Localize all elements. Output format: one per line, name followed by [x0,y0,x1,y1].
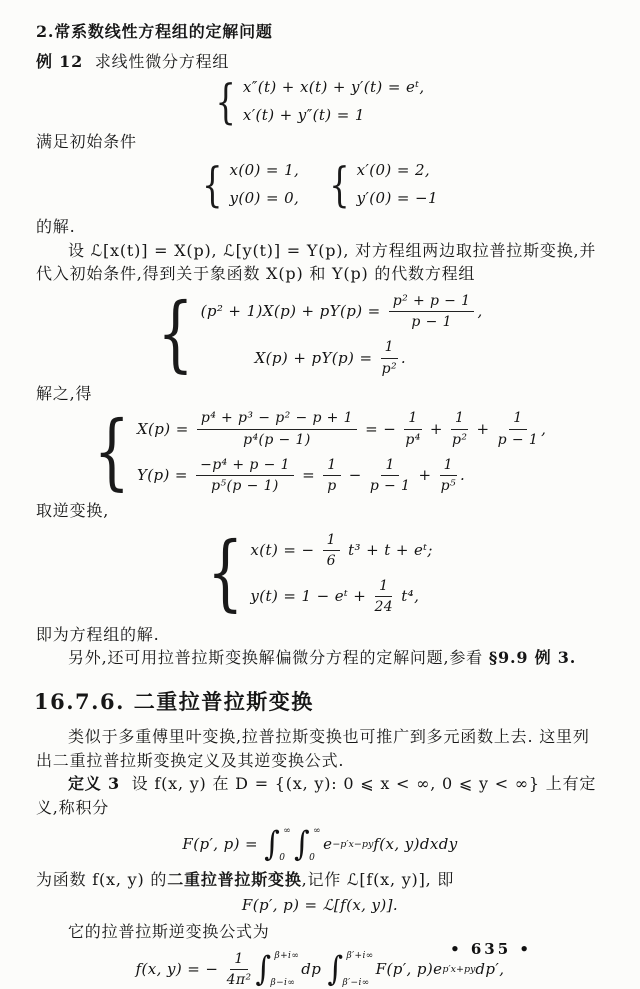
text-run: 解之,得 [36,383,93,403]
bold-text-run: 二重拉普拉斯变换 [167,869,302,889]
equation-row [201,338,483,377]
integral-icon: ∫ [255,949,272,989]
math-text: y(t) = 1 − eᵗ + [250,587,372,606]
numerator: 1 [381,338,398,358]
equation-group [157,286,483,383]
equation-rows [242,895,398,916]
denominator: 24 [374,599,394,616]
fraction [227,950,252,989]
equation-rows [357,160,438,209]
text-run: 16.7.6. 二重拉普拉斯变换 [34,688,314,714]
upper-bound: β′+i∞ [346,950,374,961]
math-text: t⁴, [396,587,420,606]
formula-block [36,156,604,213]
equation-row [242,895,398,916]
equation-rows [136,950,505,989]
math-text: dp′, [475,960,505,979]
left-brace: { [157,286,194,383]
equation-group [207,525,433,621]
equation-row [201,292,483,331]
paragraph [36,382,604,406]
equation-row [229,160,299,181]
math-text: + [413,466,437,485]
equation-row [137,409,546,448]
lower-bound: β−i∞ [270,977,296,988]
text-run: 取逆变换, [36,501,110,521]
text-run: 为函数 f(x, y) 的 [36,869,168,889]
fraction [440,456,457,495]
section-heading [34,686,604,717]
page-content [36,20,604,989]
denominator: p⁵ [440,478,456,495]
paragraph [36,868,604,892]
equation-row [250,531,432,570]
math-text: F(p′, p) = ℒ[f(x, y)]. [241,896,399,915]
math-text: y′(0) = −1 [356,189,438,208]
denominator: p [327,478,337,495]
math-text: − [343,466,367,485]
superscript: p′x+py [442,964,476,976]
text-run: 它的拉普拉斯逆变换公式为 [68,922,270,942]
text-run: 设 ℒ[x(t)] = X(p), ℒ[y(t)] = Y(p), 对方程组两边取拉普拉斯变换,并代入初始条件,得到关于象函数 X(p) 和 Y(p) 的代数方程组 [36,240,597,284]
left-brace: { [329,156,350,213]
equation-row [137,456,546,495]
fraction [323,531,340,570]
text-run: 满足初始条件 [36,132,137,152]
math-text: + [424,419,449,438]
text-run: 的解. [36,217,76,237]
left-brace: { [93,403,130,500]
numerator: 1 [375,577,392,597]
integral [255,949,300,989]
math-text: F(p′, p)e [375,960,443,979]
formula-block [36,895,604,916]
numerator: 1 [230,950,247,970]
fraction [404,409,421,448]
upper-bound: β+i∞ [274,950,300,961]
lower-bound: β′−i∞ [342,977,370,988]
fraction [323,456,340,495]
equation-rows [229,160,299,209]
equation-rows [182,824,458,864]
math-text: . [400,348,407,367]
denominator: 6 [326,553,336,570]
integral [264,824,292,864]
equation-row [357,188,438,209]
fraction [197,409,357,448]
math-text: . [459,466,466,485]
text-run: 设 f(x, y) 在 D = {(x, y): 0 ⩽ x < ∞, 0 ⩽ y < ∞} 上有定义,称积分 [36,774,597,818]
equation-row [182,824,458,864]
paragraph [36,50,604,74]
text-run: ,记作 ℒ[f(x, y)], 即 [301,869,455,889]
equation-rows [137,409,546,495]
formula-block [36,525,604,621]
fraction [374,577,393,616]
denominator: p⁴ [405,431,421,448]
page-number: • 635 • [450,940,532,958]
formula-block [36,74,604,130]
numerator: p⁴ + p³ − p² − p + 1 [197,409,357,429]
paragraph [36,725,604,772]
denominator: p² [381,360,397,377]
numerator: 1 [323,456,340,476]
fraction [389,292,475,331]
numerator: 1 [509,409,526,429]
superscript: −p′x−py [332,839,374,851]
paragraph [36,239,604,286]
math-text: y(0) = 0, [229,189,300,208]
bold-text-run: 2.常系数线性方程组的定解问题 [36,22,273,41]
paragraph [36,20,604,44]
lower-bound: 0 [309,852,316,863]
text-run: 求线性微分方程组 [83,51,230,71]
equation-row [243,105,425,126]
numerator: 1 [323,531,340,551]
math-text: f(x, y) = − [135,960,224,979]
formula-block [36,824,604,864]
integral-bounds [279,825,292,863]
integral [294,824,322,864]
fraction [381,338,398,377]
equation-group [93,403,547,500]
fraction [451,409,468,448]
equation-row [136,950,505,989]
equation-rows [243,77,425,126]
integral-icon: ∫ [327,949,344,989]
equation-row [243,77,425,98]
bold-text-run: 定义 3 [68,774,120,794]
text-run: 类似于多重傅里叶变换,拉普拉斯变换也可推广到多元函数上去. 这里列出二重拉普拉斯变换定义及其逆变换公式. [36,727,590,770]
math-text: x(0) = 1, [229,161,300,180]
lower-bound: 0 [279,852,286,863]
math-text: e [323,835,333,854]
math-text: Y(p) = [136,466,194,485]
denominator: p − 1 [369,478,411,495]
equation-rows [201,292,483,378]
numerator: 1 [451,409,468,429]
math-text: (p² + 1)X(p) + pY(p) = [200,302,386,321]
paragraph [36,646,604,670]
math-text: = [296,466,321,485]
left-brace: { [202,156,223,213]
math-text: X(p) = [136,419,194,438]
equation-group [202,156,300,213]
paragraph [36,499,604,523]
equation-group [136,950,505,989]
math-text: = − [359,419,402,438]
paragraph [36,772,604,819]
integral-icon: ∫ [264,824,281,864]
equation-group [242,895,398,916]
math-text: x′(0) = 2, [356,161,431,180]
math-text: x(t) = − [250,541,320,560]
left-brace: { [207,525,244,621]
numerator: 1 [440,456,457,476]
text-run: 即为方程组的解. [36,624,160,644]
numerator: 1 [404,409,421,429]
equation-group [329,156,438,213]
integral-bounds [270,950,300,988]
denominator: p² [452,431,468,448]
denominator: p⁵(p − 1) [211,478,279,495]
formula-block [36,286,604,383]
numerator: −p⁴ + p − 1 [196,456,294,476]
equation-group [215,74,425,130]
math-text: X(p) + pY(p) = [254,348,378,367]
upper-bound: ∞ [313,825,322,836]
text-run: 另外,还可用拉普拉斯变换解偏微分方程的定解问题,参看 [68,648,489,668]
denominator: p − 1 [497,431,539,448]
integral-icon: ∫ [294,824,311,864]
denominator: p − 1 [411,314,452,331]
denominator: p⁴(p − 1) [243,431,311,448]
math-text: + [471,419,495,438]
fraction [370,456,411,495]
denominator: 4π² [226,972,252,989]
numerator: 1 [381,456,398,476]
paragraph [36,130,604,154]
integral-bounds [342,950,374,988]
left-brace: { [215,74,236,130]
math-text: , [541,419,547,438]
fraction [498,409,539,448]
math-text: f(x, y)dxdy [373,835,458,854]
math-text: x″(t) + x(t) + y′(t) = eᵗ, [242,78,425,97]
integral-bounds [309,825,322,863]
bold-text-run: 例 12 [36,51,84,71]
equation-group [182,824,458,864]
math-text: dp [301,960,327,979]
math-text: x′(t) + y″(t) = 1 [242,106,365,125]
equation-row [357,160,438,181]
math-text: , [477,302,483,321]
numerator: p² + p − 1 [389,292,475,312]
upper-bound: ∞ [283,825,292,836]
math-text: t³ + t + eᵗ; [342,541,433,560]
bold-text-run: §9.9 例 3. [488,648,577,668]
integral [327,949,374,989]
paragraph [36,623,604,647]
formula-block [36,403,604,500]
paragraph [36,215,604,239]
equation-rows [250,531,432,617]
math-text: F(p′, p) = [182,835,264,854]
equation-row [250,577,432,616]
equation-row [229,188,299,209]
fraction [196,456,294,495]
